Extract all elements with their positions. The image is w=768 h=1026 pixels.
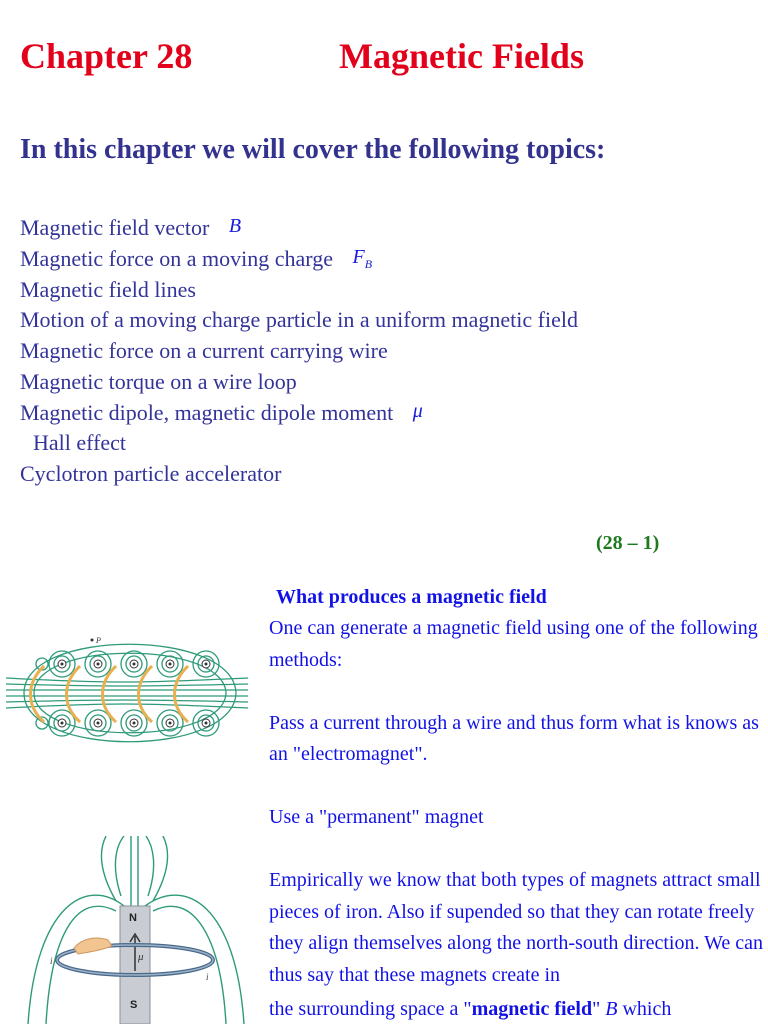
magnetic-field-term: magnetic field [471,998,593,1020]
topic-list [20,213,578,490]
current-label: i [206,972,209,982]
current-label: i [50,956,53,966]
moment-label: μ [138,951,144,963]
field-b-symbol: B [605,998,618,1020]
point-label: P [96,636,101,645]
topic-item [20,336,578,367]
section-body [269,613,765,1026]
topic-text: Hall effect [33,430,127,456]
chapter-label: Chapter 28 [20,36,193,76]
vector-b-symbol: B [228,215,242,237]
section-heading: What produces a magnetic field [276,586,547,608]
magnet-loop-figure [16,836,260,1024]
force-fb-symbol: $F_B$ [352,245,373,271]
topic-text: Magnetic field vector [20,215,210,240]
paragraph: Empirically we know that both types of magnets attract small pieces of iron. Also if supended so that they can rotate freely they align themselves along the north-south direction. We can thus say that these magnets create in [269,869,764,986]
topic-item [20,305,578,336]
topic-item [20,213,578,244]
south-pole-label: S [130,999,138,1011]
topic-text: Magnetic field lines [20,276,196,302]
paragraph: the surrounding space a "magnetic field" B which [269,998,672,1020]
topic-text: Motion of a moving charge particle in a uniform magnetic field [20,307,578,333]
topic-item [20,244,578,275]
chapter-title: Magnetic Fields [339,36,584,76]
topic-text: Magnetic dipole, magnetic dipole moment [20,399,394,425]
topic-item [20,459,578,490]
topic-text: Cyclotron particle accelerator [20,461,282,486]
paragraph: Pass a current through a wire and thus form what is knows as an "electromagnet". [269,711,759,765]
solenoid-field-figure [4,618,252,773]
mu-symbol: μ [412,399,423,422]
topic-text: Magnetic force on a current carrying wire [20,338,388,363]
intro-heading: In this chapter we will cover the following topics: [20,134,606,165]
topic-item [20,398,578,429]
north-pole-label: N [129,912,137,924]
paragraph: One can generate a magnetic field using one of the following methods: [269,617,758,671]
page-number: (28 – 1) [596,532,660,554]
topic-text: Magnetic force on a moving charge [20,245,333,271]
paragraph: Use a "permanent" magnet [269,806,484,828]
topic-item [20,275,578,306]
hand-icon [74,938,112,954]
topic-text: Magnetic torque on a wire loop [20,368,297,394]
topic-item [20,367,578,398]
topic-item [20,428,578,459]
